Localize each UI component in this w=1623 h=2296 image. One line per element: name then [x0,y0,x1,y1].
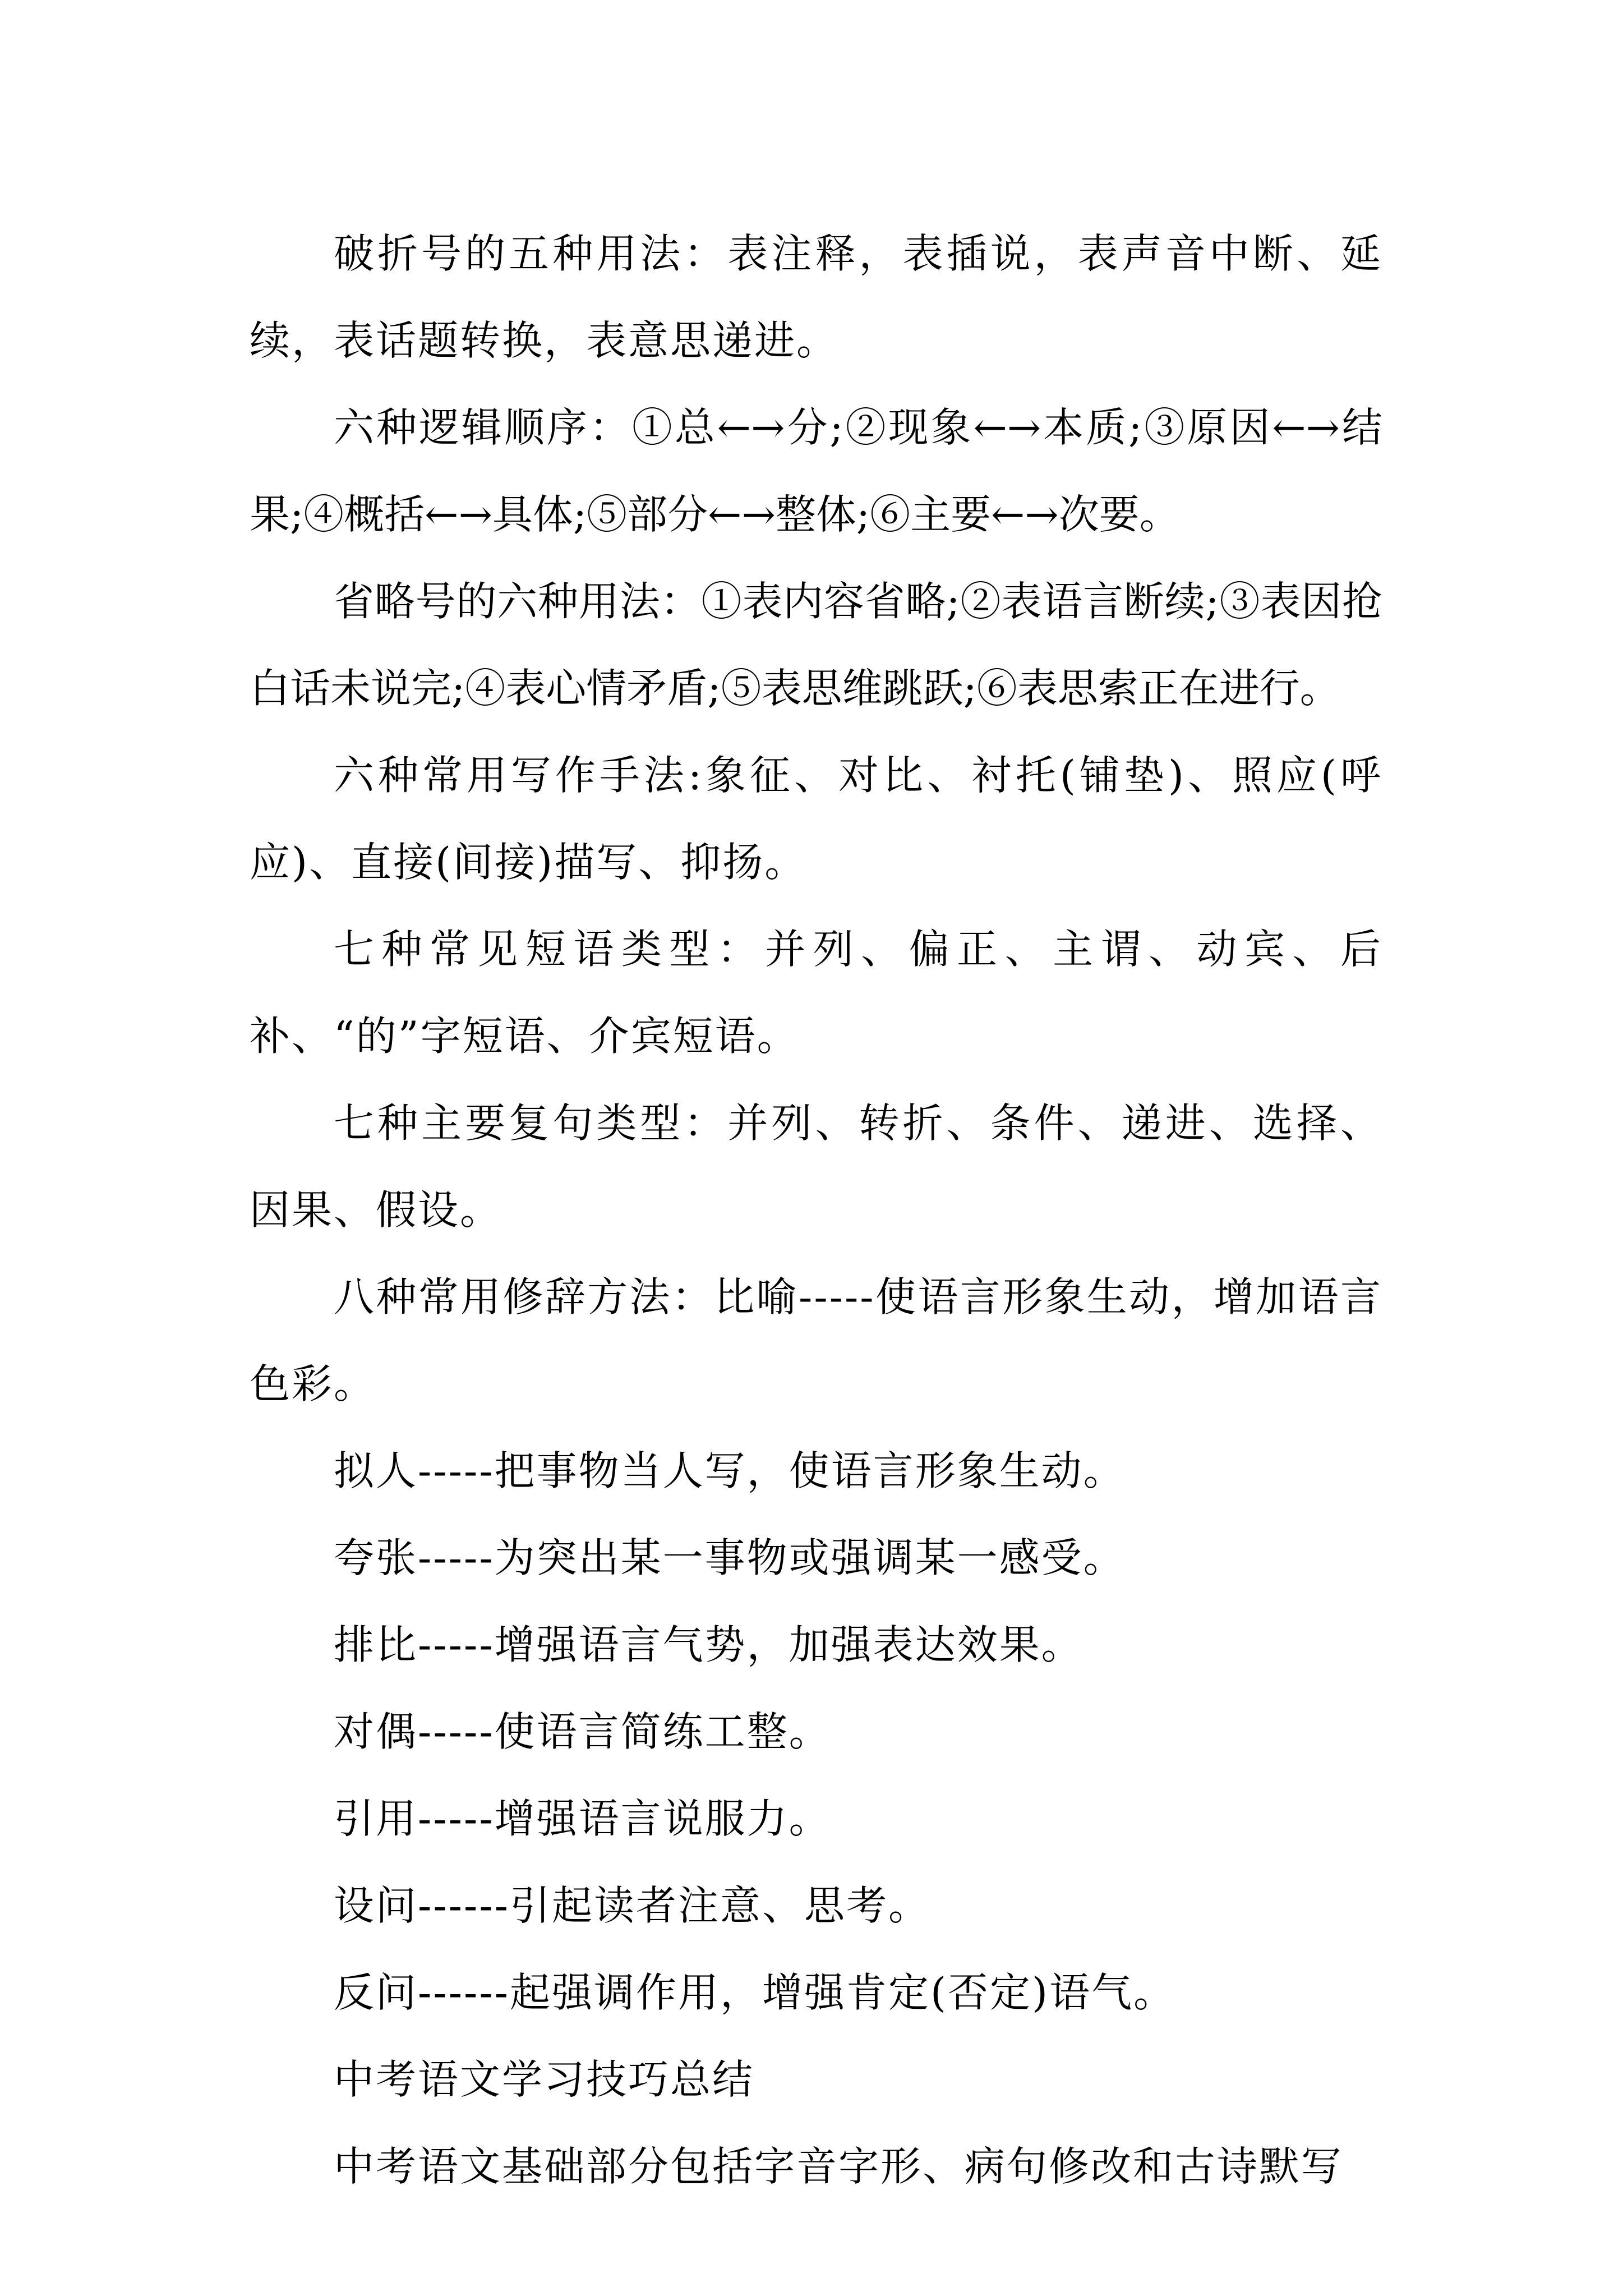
paragraph-rhetoric-question: 设问------引起读者注意、思考。 [334,1882,930,1929]
paragraph-rhetoric-quotation: 引用-----增强语言说服力。 [334,1795,831,1842]
paragraph-dash-usage: 破折号的五种用法：表注释，表插说，表声音中断、延续，表话题转换，表意思递进。 [250,230,1382,364]
document-body [250,210,1382,2210]
paragraph-rhetoric-parallelism: 排比-----增强语言气势，加强表达效果。 [334,1621,1083,1668]
paragraph-complex-sentence-types: 七种主要复句类型：并列、转折、条件、递进、选择、因果、假设。 [250,1099,1382,1234]
paragraph-rhetoric-personification: 拟人-----把事物当人写，使语言形象生动。 [334,1447,1126,1494]
paragraph-rhetoric-antithesis: 对偶-----使语言简练工整。 [334,1708,831,1755]
paragraph-logic-order: 六种逻辑顺序：①总←→分;②现象←→本质;③原因←→结果;④概括←→具体;⑤部分←→整体;⑥主要←→次要。 [250,404,1382,538]
paragraph-writing-techniques: 六种常用写作手法:象征、对比、衬托(铺垫)、照应(呼应)、直接(间接)描写、抑扬。 [250,752,1382,886]
paragraph-rhetoric-rhetorical-question: 反问------起强调作用，增强肯定(否定)语气。 [334,1969,1176,2016]
paragraph-rhetoric-exaggeration: 夸张-----为突出某一事物或强调某一感受。 [334,1534,1126,1581]
paragraph-basics-intro: 中考语文基础部分包括字音字形、病句修改和古诗默写 [334,2143,1344,2190]
paragraph-ellipsis-usage: 省略号的六种用法：①表内容省略;②表语言断续;③表因抢白话未说完;④表心情矛盾;⑤表思维跳跃;⑥表思索正在进行。 [250,578,1382,712]
paragraph-phrase-types: 七种常见短语类型：并列、偏正、主谓、动宾、后补、“的”字短语、介宾短语。 [250,926,1382,1060]
paragraph-rhetoric-metaphor: 八种常用修辞方法：比喻-----使语言形象生动，增加语言色彩。 [250,1273,1382,1407]
paragraph-section-heading: 中考语文学习技巧总结 [334,2056,755,2103]
